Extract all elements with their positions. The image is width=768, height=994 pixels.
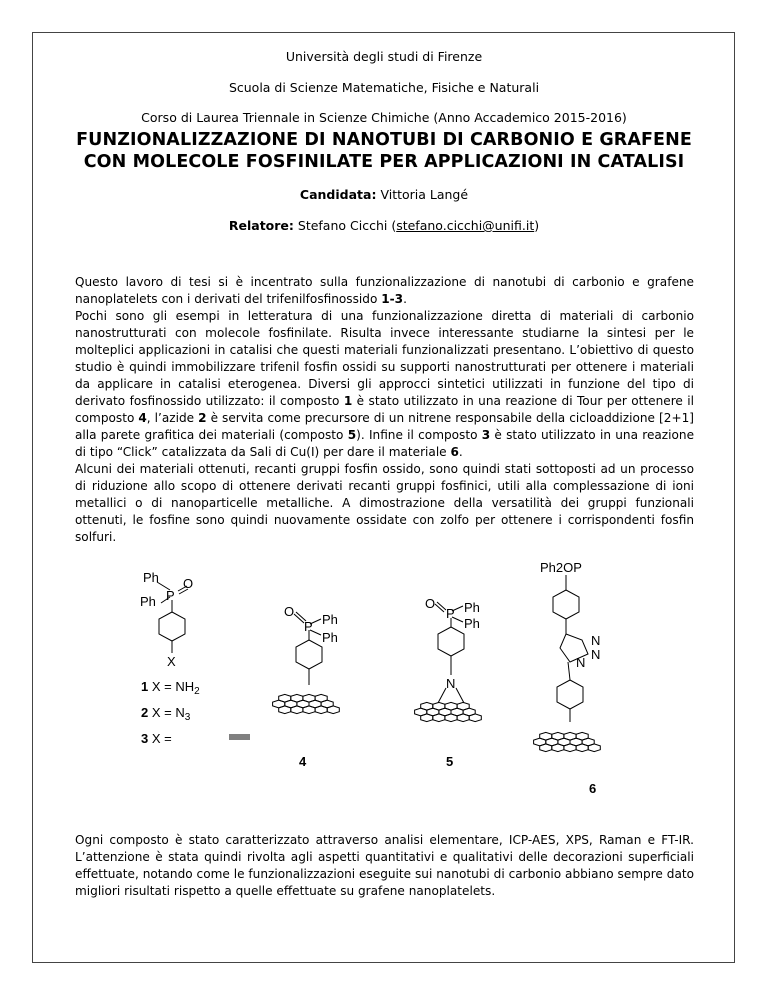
phosphinoyl-label: Ph2OP bbox=[540, 560, 582, 575]
school-name: Scuola di Scienze Matematiche, Fisiche e Naturali bbox=[228, 80, 540, 95]
compound-5-label: 5 bbox=[446, 754, 454, 769]
substituent-x-label: X bbox=[167, 654, 176, 669]
graphene-ring bbox=[303, 706, 315, 714]
graphene-ring bbox=[588, 744, 600, 752]
oxygen-label: O bbox=[183, 576, 194, 591]
paragraph-intro: Questo lavoro di tesi si è incentrato sulla funzionalizzazione di nanotubi di carbonio e grafene nanoplatelets con i derivati del trifenilfosfinossido 1-3. bbox=[75, 275, 694, 306]
oxygen-label: O bbox=[284, 604, 295, 619]
candidate-label: Candidata: bbox=[299, 187, 377, 202]
phenyl-label: Ph bbox=[140, 594, 156, 609]
graphene-ring bbox=[291, 706, 303, 714]
phosphorus-label: P bbox=[166, 588, 175, 603]
nitrogen-label: N bbox=[576, 655, 586, 670]
thesis-title-line-1: FUNZIONALIZZAZIONE DI NANOTUBI DI CARBONIO E GRAFENE bbox=[76, 130, 692, 150]
compound-4-label: 4 bbox=[299, 754, 307, 769]
graphene-ring bbox=[445, 714, 457, 722]
paragraph-methods: Pochi sono gli esempi in letteratura di una funzionalizzazione diretta di materiali di carbonio nanostrutturati con molecole fosfinilate. Risulta invece interessante studiarne la sintesi per le molteplici applicazioni in catalisi che questi materiali funzionalizzati presentano. L’obiettivo di questo studio è quindi immobilizzare trifenil fosfin ossidi su supporti nanostrutturati per ottenere i materiali da applicare in catalisi eterogenea. Diversi gli approcci sintetici utilizzati in funzione del tipo di derivato fosfinossido utilizzato: il composto 1 è stato utilizzato in una reazione di Tour per ottenere il composto 4, l’azide 2 è servita come precursore di un nitrene responsabile della cicloaddizione [2+1] alla parete grafitica dei materiali (composto 5). Infine il composto 3 è stato utilizzato in una reazione di tipo “Click” catalizzata da Sali di Cu(I) per dare il materiale 6. bbox=[75, 309, 695, 459]
phenyl-label: Ph bbox=[322, 612, 338, 627]
thesis-title-line-2: CON MOLECOLE FOSFINILATE PER APPLICAZIONI IN CATALISI bbox=[83, 152, 685, 172]
oxygen-label: O bbox=[425, 596, 436, 611]
graphene-ring bbox=[315, 706, 327, 714]
paragraph-reduction: Alcuni dei materiali ottenuti, recanti gruppi fosfin ossido, sono quindi stati sottoposti ad un processo di riduzione allo scopo di ottenere derivati recanti gruppi fosfinici, utili alla complessazione di ioni metallici o di nanoparticelle metalliche. A dimostrazione della versatilità dei gruppi funzionali ottenuti, le fosfine sono quindi nuovamente ossidate con zolfo per ottenere i corrispondenti fosfin solfuri. bbox=[75, 462, 694, 544]
nitrogen-label: N bbox=[591, 647, 601, 662]
advisor-label: Relatore: bbox=[228, 218, 294, 233]
abstract-bottom bbox=[75, 832, 694, 900]
compound-1-definition: 1 $X = NH_2$ bbox=[141, 679, 200, 697]
compound-2-definition: 2 $X = N_3$ bbox=[141, 705, 191, 723]
advisor-email-link[interactable]: stefano.cicchi@unifi.it bbox=[396, 218, 535, 233]
graphene-ring bbox=[327, 706, 339, 714]
graphene-ring bbox=[469, 714, 481, 722]
phosphorus-label: P bbox=[446, 606, 455, 621]
university-name: Università degli studi di Firenze bbox=[285, 49, 483, 64]
paragraph-characterization: Ogni composto è stato caratterizzato attraverso analisi elementare, ICP-AES, XPS, Raman e FT-IR. L’attenzione è stata quindi rivolta agli aspetti quantitativi e qualitativi delle decorazioni superficiali effettuate, notando come le funzionalizzazioni eseguite sui nanotubi di carbonio abbiano sempre dato migliori risultati rispetto a quelle effettuate su grafene nanoplatelets. bbox=[75, 833, 694, 898]
graphene-ring bbox=[576, 744, 588, 752]
phenyl-label: Ph bbox=[322, 630, 338, 645]
phosphorus-label: P bbox=[304, 619, 313, 634]
candidate-line bbox=[0, 187, 768, 202]
phenyl-label: Ph bbox=[143, 570, 159, 585]
graphene-ring bbox=[279, 706, 291, 714]
graphene-ring bbox=[433, 714, 445, 722]
advisor-close: ) bbox=[534, 218, 540, 233]
advisor-line bbox=[0, 218, 768, 233]
nitrogen-label: N bbox=[446, 676, 456, 691]
graphene-ring bbox=[421, 714, 433, 722]
phenyl-label: Ph bbox=[464, 600, 480, 615]
graphene-ring bbox=[564, 744, 576, 752]
advisor-name: Stefano Cicchi ( bbox=[293, 218, 397, 233]
nitrogen-label: N bbox=[591, 633, 601, 648]
candidate-name: Vittoria Langé bbox=[376, 187, 469, 202]
graphene-ring bbox=[540, 744, 552, 752]
course-name: Corso di Laurea Triennale in Scienze Chimiche (Anno Accademico 2015-2016) bbox=[141, 110, 627, 125]
compound-6-label: 6 bbox=[589, 781, 597, 796]
graphene-ring bbox=[552, 744, 564, 752]
graphene-ring bbox=[457, 714, 469, 722]
phenyl-label: Ph bbox=[464, 616, 480, 631]
reaction-scheme bbox=[0, 560, 768, 805]
compound-3-definition: 3 X = bbox=[141, 731, 172, 746]
abstract-top bbox=[75, 274, 694, 546]
